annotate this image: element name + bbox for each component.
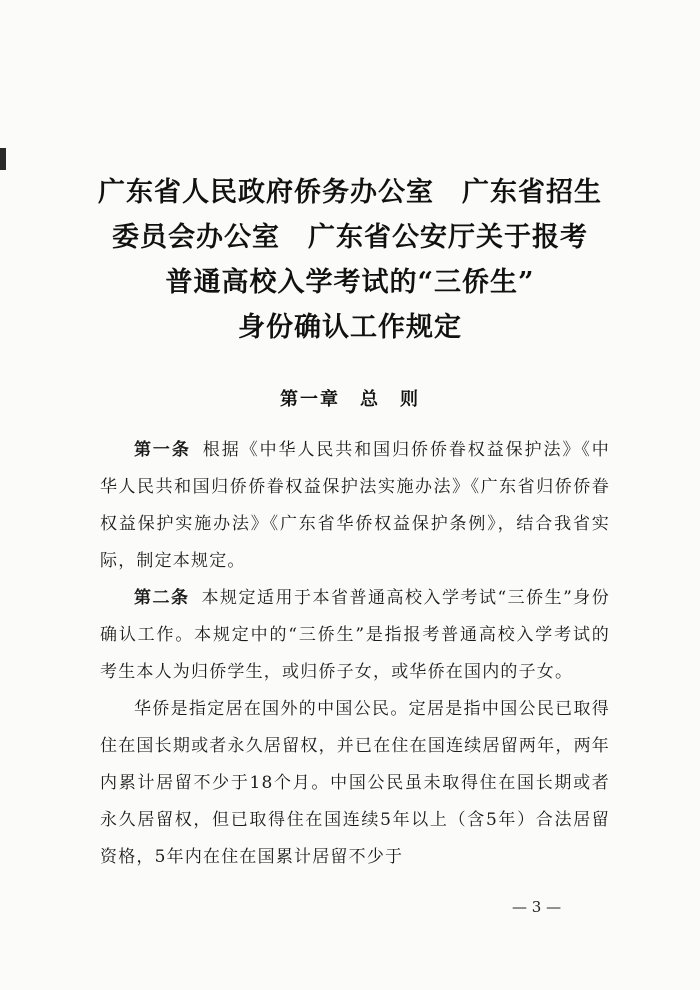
title-line-2: 委员会办公室 广东省公安厅关于报考 bbox=[112, 222, 588, 253]
article-2-text: 本规定适用于本省普通高校入学考试“三侨生”身份确认工作。本规定中的“三侨生”是指报考普通高校入学考试的考生本人为归侨学生，或归侨子女，或华侨在国内的子女。 bbox=[100, 588, 610, 682]
article-1-text: 根据《中华人民共和国归侨侨眷权益保护法》《中华人民共和国归侨侨眷权益保护法实施办法》《广东省归侨侨眷权益保护实施办法》《广东省华侨权益保护条例》，结合我省实际，制定本规定。 bbox=[100, 440, 610, 571]
paragraph-3-text: 华侨是指定居在国外的中国公民。定居是指中国公民已取得住在国长期或者永久居留权，并已在住在国连续居留两年，两年内累计居留不少于18个月。中国公民虽未取得住在国长期或者永久居留权，但已取得住在国连续5年以上（含5年）合法居留资格，5年内在住在国累计居留不少于 bbox=[100, 699, 610, 867]
document-body bbox=[100, 432, 610, 876]
scan-edge-mark bbox=[0, 148, 6, 170]
title-line-1: 广东省人民政府侨务办公室 广东省招生 bbox=[98, 177, 602, 208]
article-1-label: 第一条 bbox=[134, 440, 191, 460]
title-line-4: 身份确认工作规定 bbox=[238, 312, 462, 343]
title-line-3: 普通高校入学考试的“三侨生” bbox=[165, 267, 535, 298]
page-number: — 3 — bbox=[512, 898, 562, 916]
document-title bbox=[0, 170, 700, 350]
article-2-paragraph-2 bbox=[100, 691, 610, 876]
chapter-heading: 第一章 总 则 bbox=[280, 389, 420, 410]
article-2 bbox=[100, 580, 610, 691]
article-1 bbox=[100, 432, 610, 580]
article-2-label: 第二条 bbox=[134, 588, 190, 608]
